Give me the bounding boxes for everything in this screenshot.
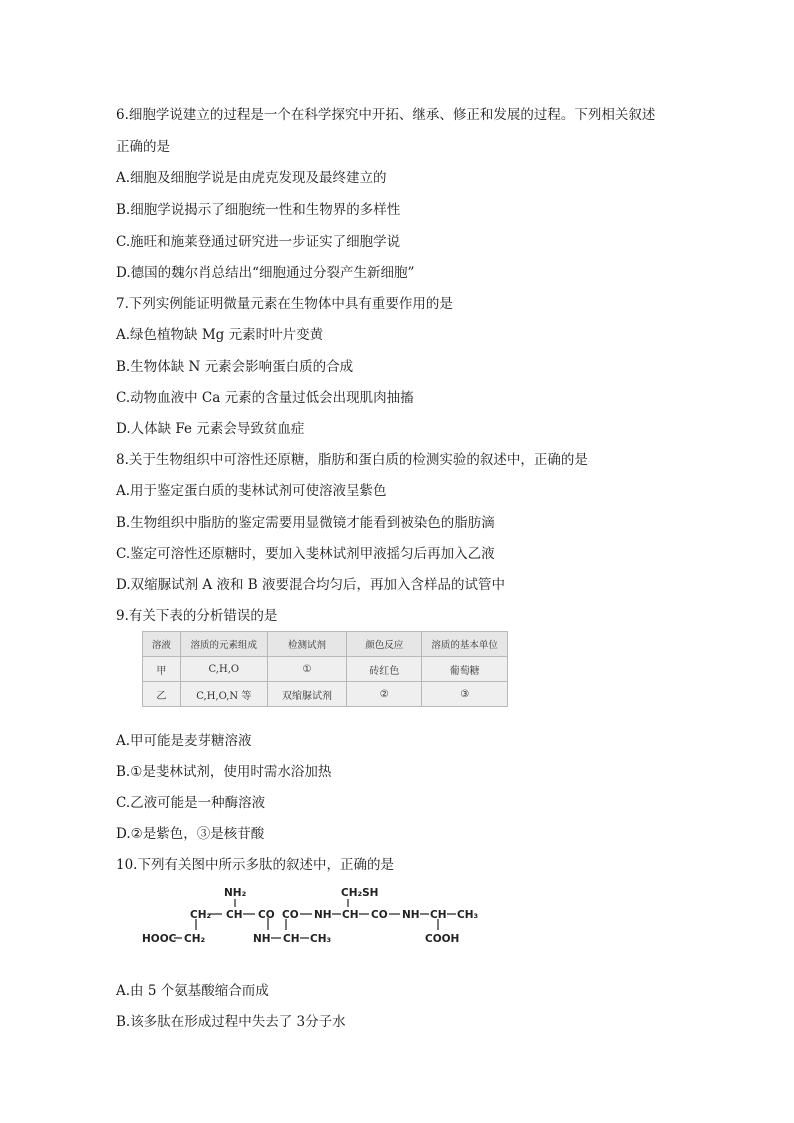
q7-stem: 7.下列实例能证明微量元素在生物体中具有重要作用的是: [116, 296, 453, 312]
q9-cell: 双缩脲试剂: [267, 682, 346, 707]
ch-group: CH: [430, 909, 447, 921]
q6-option-b: B.细胞学说揭示了细胞统一性和生物界的多样性: [116, 202, 401, 218]
q9-header-cell: 溶质的元素组成: [180, 632, 267, 657]
ch3-group: CH₃: [457, 909, 479, 921]
q10-option-b: B.该多肽在形成过程中失去了 3分子水: [116, 1014, 346, 1030]
nh-group: NH: [253, 933, 271, 945]
nh-group: NH: [314, 909, 332, 921]
ch2sh-group: CH₂SH: [341, 887, 379, 899]
q9-option-b: B.①是斐林试剂，使用时需水浴加热: [116, 764, 332, 780]
q9-cell: ①: [267, 657, 346, 682]
q9-stem: 9.有关下表的分析错误的是: [116, 608, 278, 624]
q9-table-row: [143, 657, 508, 682]
q9-table: [142, 631, 508, 707]
q9-cell: ②: [347, 682, 422, 707]
q9-header-cell: 溶液: [143, 632, 181, 657]
q6-stem-line2: 正确的是: [116, 139, 170, 155]
q9-cell: C,H,O: [180, 657, 267, 682]
co-group: CO: [258, 909, 275, 921]
nh-group: NH: [402, 909, 420, 921]
q9-cell: 甲: [143, 657, 181, 682]
q9-header-cell: 溶质的基本单位: [422, 632, 508, 657]
co-group: CO: [282, 909, 299, 921]
q7-option-a: A.绿色植物缺 Mg 元素时叶片变黄: [116, 327, 324, 343]
q6-option-a: A.细胞及细胞学说是由虎克发现及最终建立的: [116, 170, 387, 186]
q7-option-b: B.生物体缺 N 元素会影响蛋白质的合成: [116, 359, 354, 375]
q8-option-b: B.生物组织中脂肪的鉴定需要用显微镜才能看到被染色的脂肪滴: [116, 515, 495, 531]
ch2-group: CH₂: [184, 933, 206, 945]
q8-stem: 8.关于生物组织中可溶性还原糖，脂肪和蛋白质的检测实验的叙述中，正确的是: [116, 452, 588, 468]
q6-option-c: C.施旺和施莱登通过研究进一步证实了细胞学说: [116, 234, 401, 250]
q6-option-d: D.德国的魏尔肖总结出“细胞通过分裂产生新细胞”: [116, 265, 415, 281]
co-group: CO: [371, 909, 388, 921]
ch3-group: CH₃: [310, 933, 332, 945]
q8-option-d: D.双缩脲试剂 A 液和 B 液要混合均匀后，再加入含样品的试管中: [116, 577, 505, 593]
q9-cell: 乙: [143, 682, 181, 707]
ch-group: CH: [226, 909, 243, 921]
q9-cell: 砖红色: [347, 657, 422, 682]
nh2-group: NH₂: [224, 887, 247, 899]
q9-option-d: D.②是紫色，③是核苷酸: [116, 826, 265, 842]
q9-header-cell: 颜色反应: [347, 632, 422, 657]
q9-header-cell: 检测试剂: [267, 632, 346, 657]
cooh-group: COOH: [425, 933, 460, 945]
ch-group: CH: [283, 933, 300, 945]
ch-group: CH: [342, 909, 359, 921]
ch2-group: CH₂: [190, 909, 212, 921]
q9-cell: ③: [422, 682, 508, 707]
q10-stem: 10.下列有关图中所示多肽的叙述中，正确的是: [116, 857, 394, 873]
q7-option-c: C.动物血液中 Ca 元素的含量过低会出现肌肉抽搐: [116, 390, 414, 406]
q9-cell: 葡萄糖: [422, 657, 508, 682]
q9-option-c: C.乙液可能是一种酶溶液: [116, 795, 266, 811]
q7-option-d: D.人体缺 Fe 元素会导致贫血症: [116, 421, 305, 437]
q9-cell: C,H,O,N 等: [180, 682, 267, 707]
q9-table-row: [143, 682, 508, 707]
q9-table-header-row: [143, 632, 508, 657]
q9-option-a: A.甲可能是麦芽糖溶液: [116, 733, 252, 749]
polypeptide-structure-diagram: [142, 884, 482, 954]
q10-option-a: A.由 5 个氨基酸缩合而成: [116, 983, 269, 999]
q8-option-c: C.鉴定可溶性还原糖时，要加入斐林试剂甲液摇匀后再加入乙液: [116, 546, 495, 562]
hooc-group: HOOC: [142, 933, 177, 945]
q8-option-a: A.用于鉴定蛋白质的斐林试剂可使溶液呈紫色: [116, 483, 387, 499]
q6-stem-line1: 6.细胞学说建立的过程是一个在科学探究中开拓、继承、修正和发展的过程。下列相关叙述: [116, 107, 656, 123]
